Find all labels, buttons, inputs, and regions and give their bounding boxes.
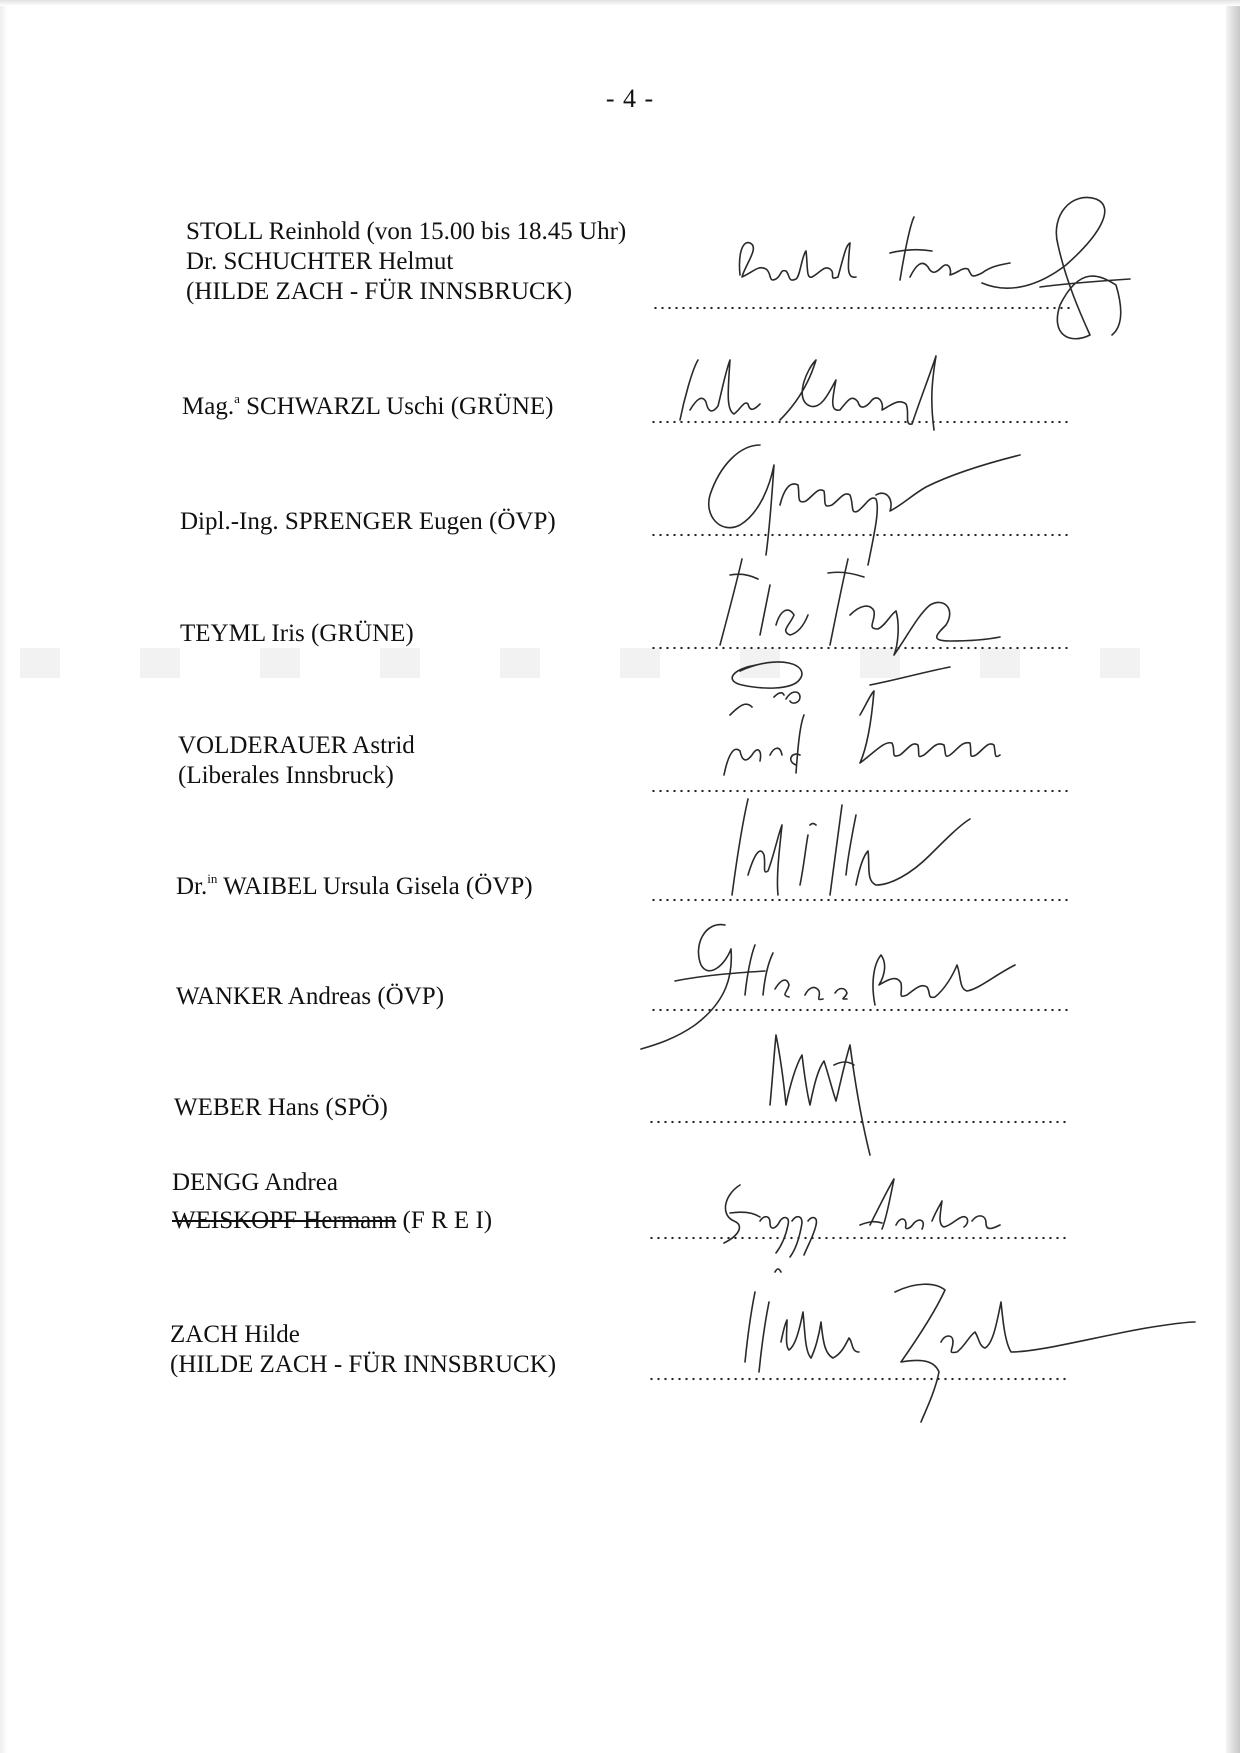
name-line: VOLDERAUER Astrid [178, 732, 415, 759]
name-line: WAIBEL Ursula Gisela (ÖVP) [217, 873, 533, 900]
name-line: DENGG Andrea [172, 1169, 338, 1196]
name-line: TEYML Iris (GRÜNE) [180, 620, 414, 647]
name-line: SCHWARZL Uschi (GRÜNE) [239, 393, 554, 420]
handwritten-signature [760, 1005, 960, 1175]
title-suffix: in [207, 871, 218, 886]
entry-names [180, 619, 414, 649]
entry-names [174, 1093, 388, 1123]
handwritten-signature [700, 655, 1080, 795]
page-number: - 4 - [605, 84, 655, 113]
name-line: (F R E I) [396, 1207, 493, 1234]
name-line: STOLL Reinhold (von 15.00 bis 18.45 Uhr) [186, 218, 627, 245]
entry-names [176, 982, 444, 1012]
entry-names [178, 731, 415, 791]
entry-names [180, 507, 556, 537]
scan-edge-left [0, 0, 8, 1753]
name-line: WEBER Hans (SPÖ) [174, 1094, 388, 1121]
name-line: Dr. SCHUCHTER Helmut [186, 248, 454, 275]
handwritten-signature [700, 1165, 1020, 1275]
scan-edge-right [1226, 0, 1240, 1753]
title-prefix: Mag. [182, 393, 235, 420]
entry-names [176, 872, 533, 902]
title-prefix: Dr. [176, 873, 208, 900]
name-line: WANKER Andreas (ÖVP) [176, 983, 445, 1010]
title-suffix: a [234, 391, 240, 406]
handwritten-signature [725, 1262, 1205, 1422]
handwritten-signature [680, 545, 1010, 655]
scan-edge-top [0, 0, 1240, 6]
struck-name: WEISKOPF Hermann [172, 1207, 397, 1234]
entry-names [170, 1320, 556, 1380]
entry-names [172, 1168, 492, 1236]
name-line: (HILDE ZACH - FÜR INNSBRUCK) [186, 278, 573, 305]
name-line: (Liberales Innsbruck) [178, 762, 394, 789]
name-line: (HILDE ZACH - FÜR INNSBRUCK) [170, 1351, 557, 1378]
handwritten-signature [720, 785, 980, 915]
name-line: ZACH Hilde [170, 1321, 300, 1348]
name-line: Dipl.-Ing. SPRENGER Eugen (ÖVP) [180, 508, 556, 535]
entry-names [182, 392, 554, 422]
entry-names [186, 217, 626, 307]
